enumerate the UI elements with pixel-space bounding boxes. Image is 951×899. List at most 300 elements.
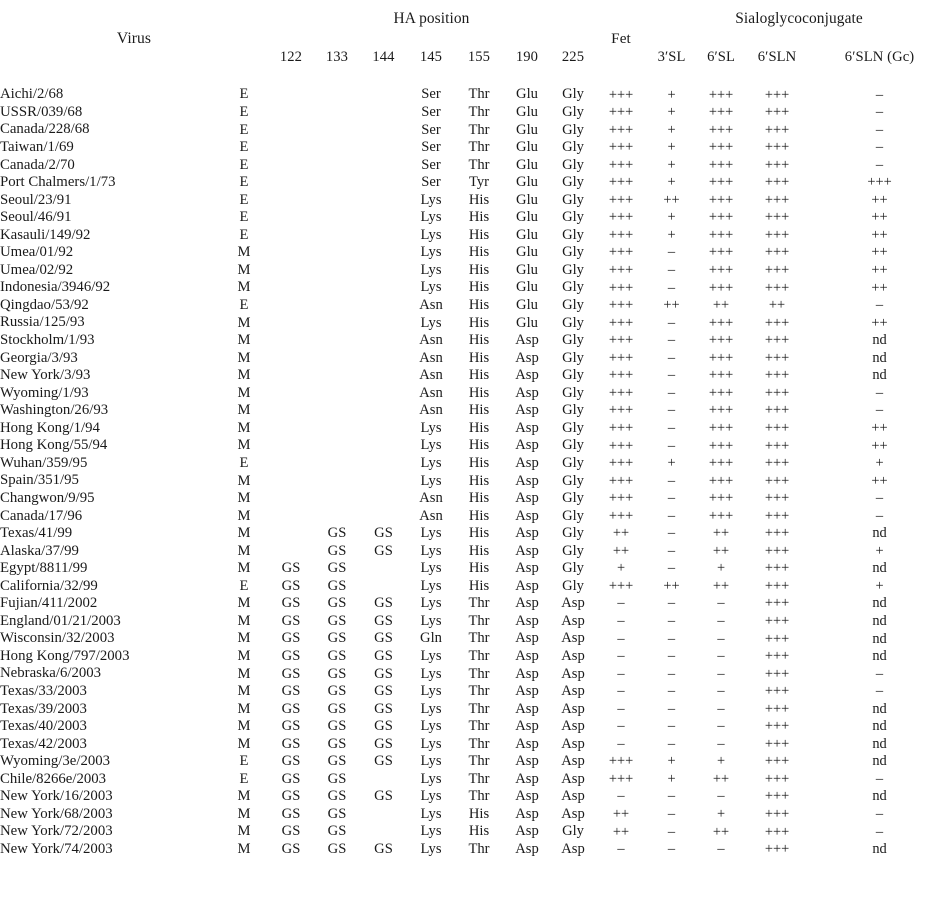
ha-225-cell: Gly xyxy=(562,86,584,103)
ha-155-cell: Thr xyxy=(468,700,490,717)
ha-122-cell: GS xyxy=(281,647,301,664)
spacer-cell xyxy=(455,858,503,869)
ha-145-cell: Lys xyxy=(420,419,442,436)
host-system-cell: M xyxy=(237,560,251,577)
host-system-cell: M xyxy=(237,630,251,647)
table-row xyxy=(0,612,951,630)
table-row xyxy=(0,490,951,508)
6p-sln-cell: +++ xyxy=(764,683,790,700)
ha-190-cell: Asp xyxy=(515,384,539,401)
ha-155-cell: His xyxy=(468,384,490,401)
6p-sl-cell: +++ xyxy=(708,437,734,454)
ha-144-cell: GS xyxy=(374,612,393,629)
ha-122-cell xyxy=(268,174,314,192)
ha-133-cell xyxy=(314,209,360,227)
ha-133-cell xyxy=(314,314,360,332)
3p-sl-cell: – xyxy=(667,648,676,665)
fet-cell: +++ xyxy=(608,349,634,366)
host-system-cell: M xyxy=(237,349,251,366)
column-header-6p-sl: 6′SL xyxy=(707,49,735,66)
6p-sln-gc-cell: nd xyxy=(872,630,887,647)
ha-225-cell: Asp xyxy=(561,647,585,664)
ha-145-cell: Ser xyxy=(421,104,441,121)
ha-190-cell: Glu xyxy=(516,279,538,296)
ha-122-cell: GS xyxy=(281,805,301,822)
6p-sln-gc-cell: – xyxy=(875,402,884,419)
table-row xyxy=(0,226,951,244)
ha-190-cell: Glu xyxy=(516,261,538,278)
virus-name-cell: Umea/01/92 xyxy=(0,244,74,261)
6p-sl-cell: – xyxy=(717,700,725,717)
6p-sln-cell: +++ xyxy=(764,525,790,542)
ha-133-cell xyxy=(314,490,360,508)
host-system-cell: M xyxy=(237,805,251,822)
6p-sl-cell: ++ xyxy=(712,823,730,840)
3p-sl-cell: – xyxy=(667,314,676,331)
6p-sl-cell: +++ xyxy=(708,367,734,384)
ha-145-cell: Asn xyxy=(419,367,443,384)
3p-sl-cell: + xyxy=(667,86,676,103)
ha-144-cell: GS xyxy=(374,788,393,805)
ha-144-cell: GS xyxy=(374,683,393,700)
ha-144-cell xyxy=(360,490,407,508)
ha-190-cell: Asp xyxy=(515,490,539,507)
6p-sl-cell: – xyxy=(717,788,725,805)
6p-sl-cell: – xyxy=(717,665,725,682)
table-row xyxy=(0,209,951,227)
ha-155-cell: His xyxy=(468,454,490,471)
column-header-3p-sl: 3′SL xyxy=(657,49,686,66)
ha-155-cell: Thr xyxy=(468,612,490,629)
ha-122-cell: GS xyxy=(281,560,301,577)
ha-190-cell: Asp xyxy=(515,770,539,787)
virus-name-cell: Indonesia/3946/92 xyxy=(0,279,111,296)
column-header-ha-122: 122 xyxy=(279,49,303,66)
ha-155-cell: His xyxy=(468,314,490,331)
ha-225-cell: Gly xyxy=(562,174,584,191)
ha-133-cell: GS xyxy=(327,753,347,770)
table-row xyxy=(0,525,951,543)
6p-sln-cell: +++ xyxy=(764,419,790,436)
ha-145-cell: Lys xyxy=(420,595,442,612)
ha-144-cell: GS xyxy=(374,718,393,735)
host-system-cell: M xyxy=(237,665,251,682)
ha-145-cell: Lys xyxy=(420,437,442,454)
6p-sl-cell: – xyxy=(717,735,725,752)
6p-sln-gc-cell: nd xyxy=(872,612,887,629)
6p-sln-cell: +++ xyxy=(764,191,790,208)
6p-sln-gc-cell: – xyxy=(875,384,884,401)
ha-225-cell: Gly xyxy=(562,156,584,173)
ha-133-cell xyxy=(314,121,360,139)
ha-145-cell: Lys xyxy=(420,700,442,717)
ha-122-cell: GS xyxy=(281,665,301,682)
6p-sl-cell: ++ xyxy=(712,542,730,559)
6p-sln-cell: +++ xyxy=(764,437,790,454)
ha-155-cell: His xyxy=(468,244,490,261)
6p-sln-gc-cell: nd xyxy=(872,525,887,542)
3p-sl-cell: + xyxy=(667,770,676,787)
ha-133-cell: GS xyxy=(327,577,347,594)
6p-sl-cell: +++ xyxy=(708,472,734,489)
host-system-cell: E xyxy=(239,121,249,138)
host-system-cell: M xyxy=(237,244,251,261)
ha-225-cell: Asp xyxy=(561,805,585,822)
virus-name-cell: Texas/40/2003 xyxy=(0,718,87,735)
6p-sln-gc-cell: nd xyxy=(872,753,887,770)
6p-sl-cell: – xyxy=(717,841,725,858)
6p-sln-cell: +++ xyxy=(764,648,790,665)
6p-sln-cell: +++ xyxy=(764,770,790,787)
6p-sln-cell: +++ xyxy=(764,753,790,770)
table-row xyxy=(0,332,951,350)
virus-name-cell: Texas/39/2003 xyxy=(0,700,87,717)
ha-145-cell: Lys xyxy=(420,525,442,542)
spacer-cell xyxy=(746,858,808,869)
ha-144-cell xyxy=(360,454,407,472)
ha-133-cell xyxy=(314,297,360,315)
host-system-cell: M xyxy=(237,437,251,454)
fet-cell: – xyxy=(617,595,625,612)
6p-sln-gc-cell: – xyxy=(875,665,884,682)
6p-sl-cell: +++ xyxy=(708,332,734,349)
host-system-cell: E xyxy=(239,226,249,243)
ha-225-cell: Gly xyxy=(562,419,584,436)
ha-190-cell: Asp xyxy=(515,402,539,419)
ha-190-cell: Asp xyxy=(515,788,539,805)
ha-145-cell: Lys xyxy=(420,647,442,664)
ha-155-cell: His xyxy=(468,805,490,822)
6p-sln-gc-cell: nd xyxy=(872,595,887,612)
ha-190-cell: Glu xyxy=(516,244,538,261)
ha-155-cell: His xyxy=(468,542,490,559)
ha-122-cell xyxy=(268,437,314,455)
ha-144-cell xyxy=(360,314,407,332)
virus-name-cell: Stockholm/1/93 xyxy=(0,332,95,349)
6p-sl-cell: ++ xyxy=(712,770,730,787)
ha-122-cell xyxy=(268,244,314,262)
ha-122-cell xyxy=(268,156,314,174)
ha-145-cell: Asn xyxy=(419,297,443,314)
ha-155-cell: His xyxy=(468,191,490,208)
table-row xyxy=(0,683,951,701)
3p-sl-cell: – xyxy=(667,805,676,822)
3p-sl-cell: – xyxy=(667,402,676,419)
ha-133-cell: GS xyxy=(327,560,347,577)
ha-155-cell: Thr xyxy=(468,665,490,682)
ha-144-cell xyxy=(360,770,407,788)
ha-145-cell: Lys xyxy=(420,191,442,208)
virus-name-cell: Fujian/411/2002 xyxy=(0,595,98,612)
virus-name-cell: Taiwan/1/69 xyxy=(0,139,74,156)
ha-155-cell: His xyxy=(468,577,490,594)
ha-144-cell xyxy=(360,367,407,385)
table-row xyxy=(0,577,951,595)
ha-145-cell: Lys xyxy=(420,314,442,331)
6p-sln-gc-cell: – xyxy=(875,823,884,840)
ha-225-cell: Gly xyxy=(562,349,584,366)
virus-name-cell: New York/68/2003 xyxy=(0,805,113,822)
6p-sln-cell: +++ xyxy=(764,472,790,489)
column-header-ha-155: 155 xyxy=(467,49,491,66)
ha-225-cell: Gly xyxy=(562,472,584,489)
ha-144-cell xyxy=(360,279,407,297)
ha-225-cell: Asp xyxy=(561,683,585,700)
ha-133-cell xyxy=(314,174,360,192)
host-system-cell: M xyxy=(237,332,251,349)
ha-145-cell: Lys xyxy=(420,261,442,278)
3p-sl-cell: – xyxy=(667,472,676,489)
6p-sl-cell: – xyxy=(717,683,725,700)
ha-144-cell xyxy=(360,261,407,279)
virus-name-cell: Canada/17/96 xyxy=(0,507,83,524)
6p-sln-gc-cell: nd xyxy=(872,700,887,717)
6p-sln-cell: +++ xyxy=(764,735,790,752)
spacer-cell xyxy=(647,858,696,869)
ha-122-cell xyxy=(268,525,314,543)
table-header xyxy=(0,0,951,77)
6p-sln-gc-cell: ++ xyxy=(871,244,888,261)
ha-122-cell xyxy=(268,121,314,139)
ha-155-cell: His xyxy=(468,367,490,384)
ha-225-cell: Gly xyxy=(562,104,584,121)
host-system-cell: E xyxy=(239,753,249,770)
6p-sln-gc-cell: nd xyxy=(872,332,887,349)
6p-sl-cell: + xyxy=(716,560,726,577)
column-header-virus: Virus xyxy=(116,29,152,47)
fet-cell: + xyxy=(616,560,626,577)
3p-sl-cell: – xyxy=(667,612,676,629)
fet-cell: ++ xyxy=(612,805,630,822)
ha-133-cell xyxy=(314,367,360,385)
virus-name-cell: Umea/02/92 xyxy=(0,261,74,278)
virus-name-cell: Washington/26/93 xyxy=(0,402,109,419)
ha-133-cell: GS xyxy=(327,683,347,700)
ha-144-cell xyxy=(360,419,407,437)
6p-sl-cell: +++ xyxy=(708,279,734,296)
3p-sl-cell: – xyxy=(667,595,676,612)
fet-cell: ++ xyxy=(612,525,630,542)
ha-155-cell: Thr xyxy=(468,104,490,121)
fet-cell: – xyxy=(617,841,625,858)
ha-133-cell: GS xyxy=(327,542,347,559)
ha-190-cell: Asp xyxy=(515,595,539,612)
virus-name-cell: Wyoming/3e/2003 xyxy=(0,753,111,770)
ha-155-cell: His xyxy=(468,261,490,278)
spacer-cell xyxy=(220,77,268,86)
ha-144-cell xyxy=(360,332,407,350)
ha-122-cell: GS xyxy=(281,612,301,629)
ha-144-cell xyxy=(360,805,407,823)
ha-122-cell xyxy=(268,472,314,490)
ha-122-cell xyxy=(268,419,314,437)
ha-122-cell: GS xyxy=(281,753,301,770)
ha-145-cell: Lys xyxy=(420,735,442,752)
ha-225-cell: Gly xyxy=(562,560,584,577)
6p-sl-cell: – xyxy=(717,648,725,665)
3p-sl-cell: – xyxy=(667,349,676,366)
6p-sln-gc-cell: nd xyxy=(872,841,887,858)
ha-225-cell: Gly xyxy=(562,139,584,156)
6p-sln-gc-cell: + xyxy=(875,455,884,472)
ha-190-cell: Asp xyxy=(515,437,539,454)
ha-144-cell xyxy=(360,86,407,104)
ha-145-cell: Lys xyxy=(420,454,442,471)
table-row xyxy=(0,349,951,367)
virus-name-cell: New York/74/2003 xyxy=(0,840,113,857)
ha-155-cell: Thr xyxy=(468,156,490,173)
ha-133-cell xyxy=(314,86,360,104)
ha-155-cell: Thr xyxy=(468,139,490,156)
ha-144-cell xyxy=(360,139,407,157)
ha-155-cell: His xyxy=(468,823,490,840)
host-system-cell: M xyxy=(237,823,251,840)
ha-133-cell xyxy=(314,402,360,420)
fet-cell: – xyxy=(617,630,625,647)
ha-225-cell: Asp xyxy=(561,770,585,787)
ha-144-cell xyxy=(360,191,407,209)
spacer-cell xyxy=(407,77,455,86)
ha-145-cell: Lys xyxy=(420,665,442,682)
ha-122-cell: GS xyxy=(281,788,301,805)
ha-225-cell: Gly xyxy=(562,384,584,401)
6p-sl-cell: +++ xyxy=(708,490,734,507)
6p-sl-cell: +++ xyxy=(708,191,734,208)
ha-225-cell: Asp xyxy=(561,840,585,857)
3p-sl-cell: – xyxy=(667,700,676,717)
host-system-cell: E xyxy=(239,174,249,191)
fet-cell: – xyxy=(617,735,625,752)
ha-122-cell xyxy=(268,104,314,122)
table-row xyxy=(0,648,951,666)
ha-155-cell: Thr xyxy=(468,595,490,612)
ha-145-cell: Lys xyxy=(420,718,442,735)
spacer-cell xyxy=(360,77,407,86)
ha-190-cell: Glu xyxy=(516,209,538,226)
6p-sln-cell: +++ xyxy=(764,332,790,349)
3p-sl-cell: – xyxy=(667,490,676,507)
ha-190-cell: Glu xyxy=(516,121,538,138)
ha-122-cell xyxy=(268,490,314,508)
virus-name-cell: Hong Kong/1/94 xyxy=(0,419,100,436)
virus-name-cell: New York/3/93 xyxy=(0,367,91,384)
virus-name-cell: Port Chalmers/1/73 xyxy=(0,174,116,191)
ha-190-cell: Glu xyxy=(516,174,538,191)
ha-155-cell: Thr xyxy=(468,770,490,787)
6p-sl-cell: +++ xyxy=(708,507,734,524)
ha-190-cell: Asp xyxy=(515,630,539,647)
ha-133-cell xyxy=(314,226,360,244)
ha-145-cell: Lys xyxy=(420,244,442,261)
fet-cell: +++ xyxy=(608,209,634,226)
6p-sln-gc-cell: nd xyxy=(872,648,887,665)
6p-sln-gc-cell: – xyxy=(875,156,884,173)
ha-133-cell xyxy=(314,384,360,402)
ha-144-cell xyxy=(360,384,407,402)
3p-sl-cell: ++ xyxy=(663,297,680,314)
host-system-cell: M xyxy=(237,718,251,735)
ha-122-cell: GS xyxy=(281,770,301,787)
ha-133-cell xyxy=(314,472,360,490)
fet-cell: +++ xyxy=(608,139,634,156)
virus-name-cell: Alaska/37/99 xyxy=(0,542,79,559)
host-system-cell: M xyxy=(237,472,251,489)
ha-145-cell: Lys xyxy=(420,788,442,805)
fet-cell: +++ xyxy=(608,367,634,384)
6p-sln-gc-cell: nd xyxy=(872,788,887,805)
ha-225-cell: Gly xyxy=(562,209,584,226)
virus-name-cell: Canada/228/68 xyxy=(0,121,90,138)
table-row xyxy=(0,174,951,192)
6p-sln-gc-cell: ++ xyxy=(871,419,888,436)
6p-sln-cell: +++ xyxy=(764,665,790,682)
ha-144-cell: GS xyxy=(374,542,393,559)
6p-sln-cell: +++ xyxy=(764,244,790,261)
ha-145-cell: Ser xyxy=(421,86,441,103)
ha-225-cell: Asp xyxy=(561,665,585,682)
3p-sl-cell: + xyxy=(667,121,676,138)
ha-122-cell: GS xyxy=(281,577,301,594)
fet-cell: +++ xyxy=(608,86,634,103)
6p-sl-cell: +++ xyxy=(708,209,734,226)
host-system-cell: M xyxy=(237,647,251,664)
ha-225-cell: Asp xyxy=(561,595,585,612)
ha-190-cell: Asp xyxy=(515,542,539,559)
3p-sl-cell: – xyxy=(667,630,676,647)
host-system-cell: E xyxy=(239,156,249,173)
ha-144-cell xyxy=(360,577,407,595)
ha-133-cell xyxy=(314,437,360,455)
ha-144-cell: GS xyxy=(374,525,393,542)
ha-190-cell: Asp xyxy=(515,683,539,700)
ha-225-cell: Asp xyxy=(561,735,585,752)
6p-sln-gc-cell: + xyxy=(875,542,884,559)
ha-225-cell: Gly xyxy=(562,261,584,278)
fet-cell: +++ xyxy=(608,384,634,401)
6p-sln-gc-cell: – xyxy=(875,104,884,121)
ha-122-cell: GS xyxy=(281,683,301,700)
3p-sl-cell: + xyxy=(667,753,676,770)
spacer-cell xyxy=(360,858,407,869)
fet-cell: +++ xyxy=(608,279,634,296)
ha-225-cell: Gly xyxy=(562,226,584,243)
6p-sln-gc-cell: – xyxy=(875,121,884,138)
6p-sln-gc-cell: ++ xyxy=(871,279,888,296)
ha-190-cell: Asp xyxy=(515,753,539,770)
ha-144-cell xyxy=(360,297,407,315)
ha-155-cell: Thr xyxy=(468,753,490,770)
ha-145-cell: Ser xyxy=(421,139,441,156)
ha-225-cell: Gly xyxy=(562,437,584,454)
ha-190-cell: Glu xyxy=(516,156,538,173)
6p-sl-cell: +++ xyxy=(708,139,734,156)
ha-155-cell: Thr xyxy=(468,718,490,735)
ha-190-cell: Asp xyxy=(515,560,539,577)
3p-sl-cell: – xyxy=(667,262,676,279)
3p-sl-cell: – xyxy=(667,718,676,735)
6p-sl-cell: + xyxy=(716,805,726,822)
ha-145-cell: Lys xyxy=(420,226,442,243)
ha-190-cell: Glu xyxy=(516,104,538,121)
ha-155-cell: Thr xyxy=(468,788,490,805)
table-row xyxy=(0,823,951,841)
ha-122-cell xyxy=(268,314,314,332)
ha-225-cell: Asp xyxy=(561,718,585,735)
ha-144-cell: GS xyxy=(374,647,393,664)
6p-sln-gc-cell: ++ xyxy=(871,437,888,454)
ha-145-cell: Lys xyxy=(420,560,442,577)
6p-sln-cell: +++ xyxy=(764,384,790,401)
